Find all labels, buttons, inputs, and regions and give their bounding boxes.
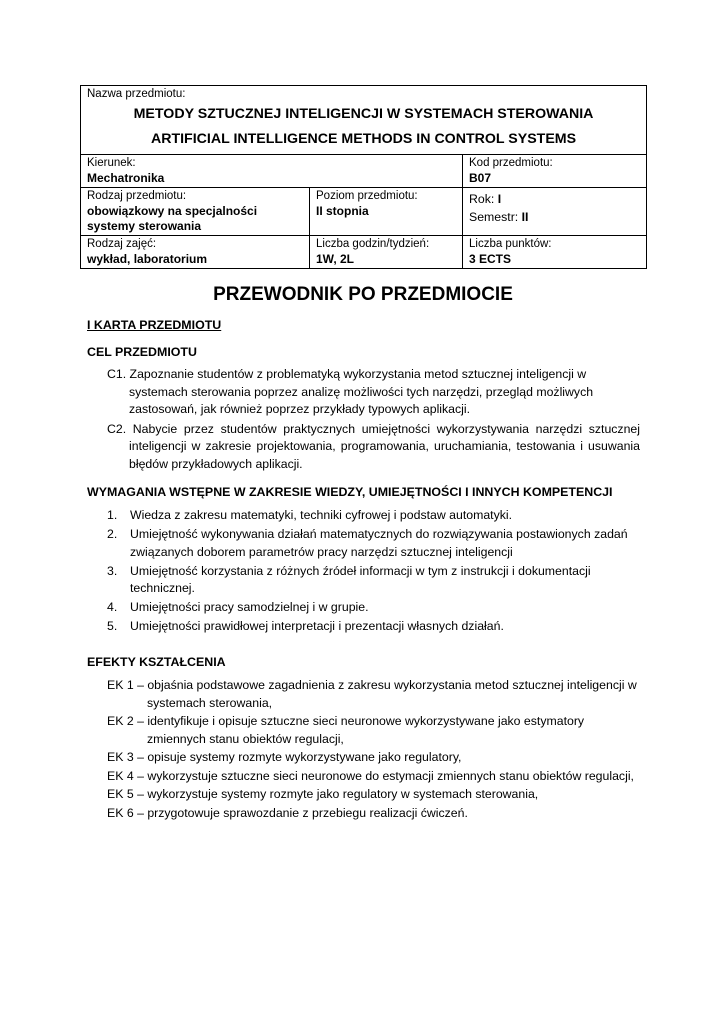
outcomes-list bbox=[107, 677, 647, 823]
outcome-line: EK 2 – identyfikuje i opisuje sztuczne sieci neuronowe wykorzystywane jako estymatory bbox=[107, 714, 585, 728]
guide-title: PRZEWODNIK PO PRZEDMIOCIE bbox=[213, 284, 513, 305]
goal-continuation: inteligencji w zakresie projektowania, programowania, uruchamiania, testowania i usuwania błędów przykładowych aplikacji. bbox=[129, 439, 640, 471]
field-cell bbox=[81, 155, 463, 188]
goals-heading: CEL PRZEDMIOTU bbox=[87, 345, 197, 359]
goal-line: C1. Zapoznanie studentów z problematyką wykorzystania metod sztucznej inteligencji w bbox=[107, 367, 587, 381]
course-name-cell bbox=[81, 86, 647, 155]
code-value: B07 bbox=[469, 171, 492, 185]
goal-item bbox=[107, 366, 640, 419]
ects-value: 3 ECTS bbox=[469, 252, 512, 266]
ects-cell bbox=[463, 236, 647, 269]
course-level-cell bbox=[310, 188, 463, 236]
outcome-item bbox=[107, 805, 647, 823]
outcome-item bbox=[107, 749, 647, 767]
requirement-number: 3. bbox=[107, 563, 118, 578]
year-label: Rok: bbox=[469, 192, 498, 206]
requirement-text: Umiejętności prawidłowej interpretacji i prezentacji własnych działań. bbox=[130, 619, 504, 633]
requirement-text: Umiejętność korzystania z różnych źródeł informacji w tym z instrukcji i dokumentacji technicznej. bbox=[130, 563, 591, 595]
course-info-table bbox=[80, 85, 647, 269]
requirement-number: 2. bbox=[107, 527, 118, 541]
outcome-continuation: systemach sterowania, bbox=[147, 695, 273, 710]
course-type-cell bbox=[81, 188, 310, 236]
outcomes-heading: EFEKTY KSZTAŁCENIA bbox=[87, 655, 226, 669]
requirement-number: 4. bbox=[107, 600, 118, 614]
classes-type-label: Rodzaj zajęć: bbox=[87, 238, 157, 250]
outcome-item bbox=[107, 713, 647, 748]
requirement-number: 1. bbox=[107, 508, 118, 522]
outcome-line: EK 4 – wykorzystuje sztuczne sieci neuronowe do estymacji zmiennych stanu obiektów regulacji, bbox=[107, 768, 634, 783]
outcome-line: EK 6 – przygotowuje sprawozdanie z przebiegu realizacji ćwiczeń. bbox=[107, 805, 468, 820]
year-semester-cell bbox=[463, 188, 647, 236]
requirement-text: Umiejętności pracy samodzielnej i w grupie. bbox=[130, 600, 369, 614]
outcome-line: EK 3 – opisuje systemy rozmyte wykorzystywane jako regulatory, bbox=[107, 750, 462, 764]
outcome-line: EK 5 – wykorzystuje systemy rozmyte jako regulatory w systemach sterowania, bbox=[107, 787, 539, 801]
section-course-card: I KARTA PRZEDMIOTU bbox=[87, 318, 222, 332]
outcome-continuation: zmiennych stanu obiektów regulacji, bbox=[147, 731, 344, 746]
requirement-item bbox=[107, 526, 647, 561]
semester-line bbox=[469, 210, 640, 225]
goals-list bbox=[107, 366, 640, 475]
hours-value: 1W, 2L bbox=[316, 252, 355, 266]
course-name-label: Nazwa przedmiotu: bbox=[87, 88, 186, 100]
course-title-en: ARTIFICIAL INTELLIGENCE METHODS IN CONTROL SYSTEMS bbox=[150, 131, 577, 147]
outcome-line: EK 1 – objaśnia podstawowe zagadnienia z zakresu wykorzystania metod sztucznej inteligencji w bbox=[107, 678, 637, 692]
requirement-item bbox=[107, 599, 647, 617]
field-label: Kierunek: bbox=[87, 157, 136, 169]
outcome-item bbox=[107, 768, 647, 786]
course-type-value: obowiązkowy na specjalności systemy sterowania bbox=[87, 204, 258, 233]
field-value: Mechatronika bbox=[87, 171, 165, 185]
classes-type-cell bbox=[81, 236, 310, 269]
course-type-label: Rodzaj przedmiotu: bbox=[87, 190, 187, 202]
course-title-pl: METODY SZTUCZNEJ INTELIGENCJI W SYSTEMACH STEROWANIA bbox=[133, 106, 594, 122]
classes-type-value: wykład, laboratorium bbox=[87, 252, 208, 266]
course-level-value: II stopnia bbox=[316, 204, 369, 218]
semester-label: Semestr: bbox=[469, 210, 522, 224]
semester-value: II bbox=[521, 210, 529, 224]
year-line bbox=[469, 192, 640, 207]
requirements-list bbox=[107, 507, 647, 637]
requirement-number: 5. bbox=[107, 619, 118, 633]
goal-line: C2. Nabycie przez studentów praktycznych umiejętności wykorzystywania narzędzi sztucznej bbox=[107, 421, 640, 436]
goal-item bbox=[107, 421, 640, 474]
requirements-heading: WYMAGANIA WSTĘPNE W ZAKRESIE WIEDZY, UMIEJĘTNOŚCI I INNYCH KOMPETENCJI bbox=[87, 485, 613, 499]
outcome-item bbox=[107, 786, 647, 804]
requirement-item bbox=[107, 563, 647, 598]
hours-label: Liczba godzin/tydzień: bbox=[316, 238, 430, 250]
requirement-text: Umiejętność wykonywania działań matematycznych do rozwiązywania postawionych zadań związanych doborem parametrów pracy narzędzi sztucznej inteligencji bbox=[130, 527, 628, 559]
ects-label: Liczba punktów: bbox=[469, 238, 552, 250]
year-value: I bbox=[497, 192, 502, 206]
hours-cell bbox=[310, 236, 463, 269]
outcome-item bbox=[107, 677, 647, 712]
code-label: Kod przedmiotu: bbox=[469, 157, 553, 169]
code-cell bbox=[463, 155, 647, 188]
requirement-item bbox=[107, 618, 647, 636]
requirement-item bbox=[107, 507, 647, 525]
goal-continuation: systemach sterowania poprzez analizę możliwości tych narzędzi, przegląd możliwych zastosowań, jak również poprzez przykłady typowych aplikacji. bbox=[129, 384, 594, 416]
course-level-label: Poziom przedmiotu: bbox=[316, 190, 418, 202]
requirement-text: Wiedza z zakresu matematyki, techniki cyfrowej i podstaw automatyki. bbox=[130, 508, 513, 522]
